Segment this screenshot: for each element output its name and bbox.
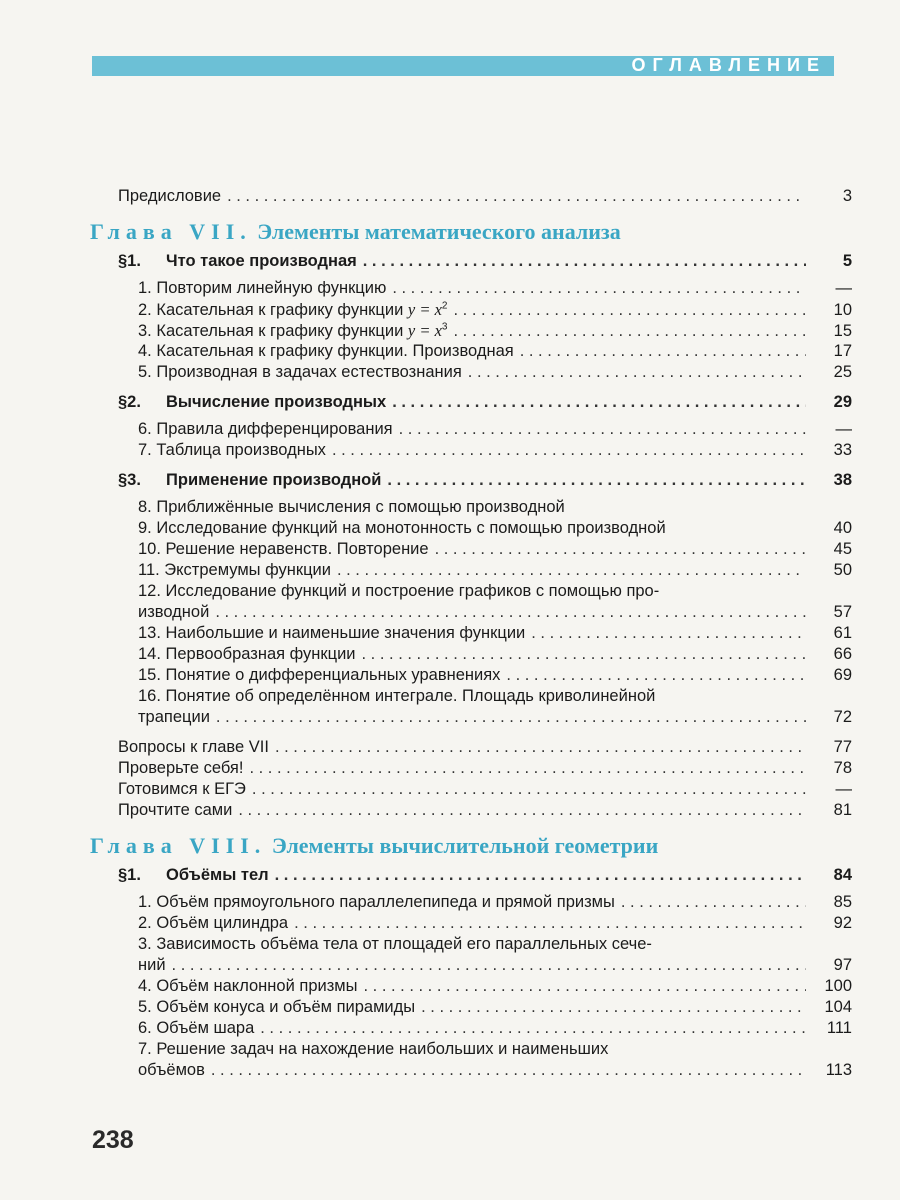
toc-heading: ОГЛАВЛЕНИЕ (631, 55, 826, 75)
toc-item[interactable]: 6. Объём шара . . . 111 (118, 1018, 852, 1039)
toc-item[interactable]: 8. Приближённые вычисления с помощью производной (138, 498, 565, 516)
toc-entry-preface[interactable]: Предисловие . . . 3 (118, 186, 852, 207)
toc-item[interactable]: 3. Касательная к графику функции $y = x^3$ . . . 15 (118, 320, 852, 341)
toc-item[interactable]: 5. Производная в задачах естествознания . . . 25 (118, 362, 852, 383)
toc-item[interactable]: 5. Объём конуса и объём пирамиды . . . 104 (118, 997, 852, 1018)
toc-section[interactable]: §2. Вычисление производных . . . 29 (118, 392, 852, 413)
toc-item[interactable]: 6. Правила дифференцирования . . . — (118, 419, 852, 440)
toc-section[interactable]: §1. Что такое производная . . . 5 (118, 251, 852, 272)
toc-item[interactable]: 2. Касательная к графику функции $y = x^2$ . . . 10 (118, 299, 852, 320)
page-number: 238 (92, 1126, 134, 1154)
header-banner (92, 56, 834, 76)
toc-entry-reading[interactable]: Прочтите сами . . . 81 (118, 800, 852, 821)
toc-item[interactable]: 4. Объём наклонной призмы . . . 100 (118, 976, 852, 997)
chapter-heading: Глава VII. Элементы математического анализа (90, 219, 621, 244)
toc-item[interactable]: 7. Таблица производных . . . 33 (118, 440, 852, 461)
toc-entry-self-check[interactable]: Проверьте себя! . . . 78 (118, 758, 852, 779)
chapter-heading: Глава VIII. Элементы вычислительной геометрии (90, 833, 659, 858)
toc-item[interactable]: 14. Первообразная функции . . . 66 (118, 644, 852, 665)
toc-item-line[interactable]: 12. Исследование функций и построение графиков с помощью про- (138, 582, 660, 600)
toc-entry-questions[interactable]: Вопросы к главе VII . . . 77 (118, 737, 852, 758)
toc-section[interactable]: §3. Применение производной . . . 38 (118, 470, 852, 491)
toc-item[interactable]: 1. Объём прямоугольного параллелепипеда и прямой призмы . . . 85 (118, 892, 852, 913)
toc-item[interactable]: изводной . . . 57 (118, 602, 852, 623)
toc-section[interactable]: §1. Объёмы тел . . . 84 (118, 865, 852, 886)
toc-item[interactable]: 2. Объём цилиндра . . . 92 (118, 913, 852, 934)
toc-item[interactable]: 4. Касательная к графику функции. Производная . . . 17 (118, 341, 852, 362)
toc-entry-exam-prep[interactable]: Готовимся к ЕГЭ . . . — (118, 779, 852, 800)
table-of-contents (90, 186, 852, 1081)
toc-item[interactable]: 15. Понятие о дифференциальных уравнениях . . . 69 (118, 665, 852, 686)
toc-item-line[interactable]: 16. Понятие об определённом интеграле. Площадь криволинейной (138, 687, 656, 705)
toc-item[interactable]: ний . . . 97 (118, 955, 852, 976)
toc-item[interactable]: трапеции . . . 72 (118, 707, 852, 728)
toc-item[interactable]: 10. Решение неравенств. Повторение . . . 45 (118, 539, 852, 560)
toc-item[interactable]: 11. Экстремумы функции . . . 50 (118, 560, 852, 581)
toc-item[interactable]: 13. Наибольшие и наименьшие значения функции . . . 61 (118, 623, 852, 644)
toc-item-line[interactable]: 7. Решение задач на нахождение наибольших и наименьших (138, 1040, 609, 1058)
toc-item[interactable]: 1. Повторим линейную функцию . . . — (118, 278, 852, 299)
toc-item[interactable]: 9. Исследование функций на монотонность с помощью производной 40 (138, 519, 852, 537)
toc-item-line[interactable]: 3. Зависимость объёма тела от площадей его параллельных сече- (138, 935, 652, 953)
toc-item[interactable]: объёмов . . . 113 (118, 1060, 852, 1081)
